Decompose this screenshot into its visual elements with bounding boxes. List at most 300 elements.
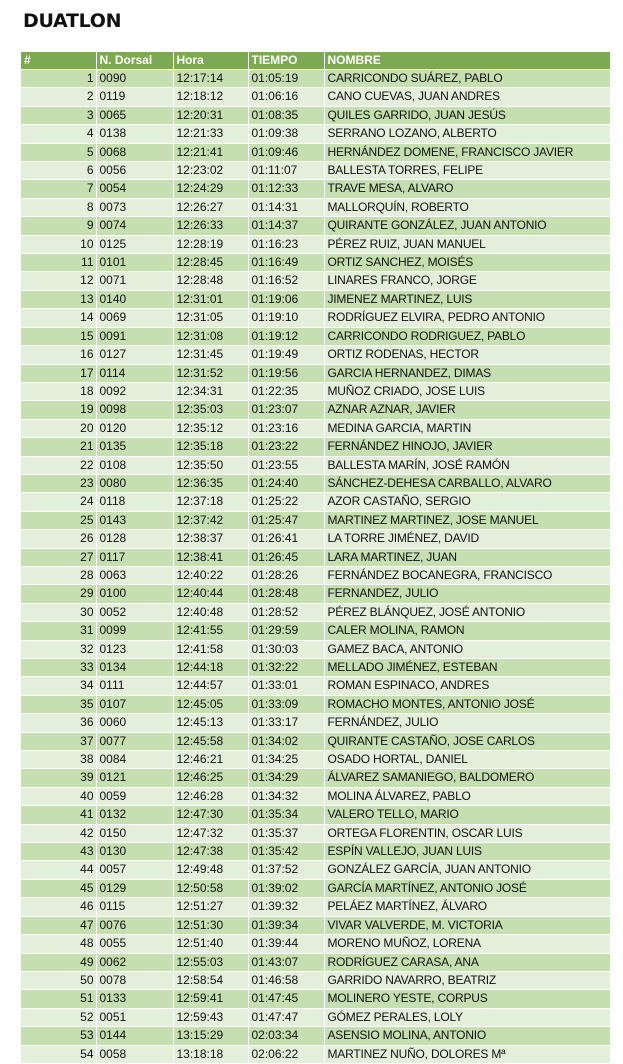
cell-hora: 12:21:33 [173, 125, 248, 143]
cell-hora: 13:18:18 [173, 1045, 248, 1063]
cell-nombre: MOLINA ÁLVAREZ, PABLO [324, 787, 610, 805]
cell-position: 14 [21, 309, 96, 327]
cell-position: 8 [21, 198, 96, 216]
cell-bib: 0130 [96, 843, 173, 861]
cell-nombre: RODRÍGUEZ ELVIRA, PEDRO ANTONIO [324, 309, 610, 327]
table-row [21, 143, 610, 161]
cell-position: 30 [21, 603, 96, 621]
table-row [21, 327, 610, 345]
cell-bib: 0125 [96, 235, 173, 253]
table-row [21, 88, 610, 106]
cell-tiempo: 01:26:41 [248, 530, 324, 548]
cell-hora: 12:37:42 [173, 511, 248, 529]
cell-position: 54 [21, 1045, 96, 1063]
cell-hora: 12:59:43 [173, 1008, 248, 1026]
cell-hora: 12:51:27 [173, 898, 248, 916]
cell-nombre: MOLINERO YESTE, CORPUS [324, 990, 610, 1008]
cell-position: 7 [21, 180, 96, 198]
cell-bib: 0144 [96, 1027, 173, 1045]
cell-tiempo: 01:33:01 [248, 677, 324, 695]
table-row [21, 879, 610, 897]
cell-tiempo: 01:19:06 [248, 290, 324, 308]
cell-nombre: VALERO TELLO, MARIO [324, 806, 610, 824]
cell-tiempo: 01:33:17 [248, 714, 324, 732]
cell-tiempo: 01:16:49 [248, 254, 324, 272]
cell-position: 5 [21, 143, 96, 161]
cell-hora: 12:40:22 [173, 566, 248, 584]
table-row [21, 898, 610, 916]
cell-nombre: GÓMEZ PERALES, LOLY [324, 1008, 610, 1026]
cell-hora: 12:55:03 [173, 953, 248, 971]
cell-nombre: LA TORRE JIMÉNEZ, DAVID [324, 530, 610, 548]
cell-tiempo: 01:19:56 [248, 364, 324, 382]
cell-bib: 0073 [96, 198, 173, 216]
cell-position: 6 [21, 162, 96, 180]
cell-position: 48 [21, 935, 96, 953]
cell-position: 23 [21, 474, 96, 492]
table-row [21, 217, 610, 235]
cell-hora: 12:17:14 [173, 70, 248, 88]
cell-tiempo: 01:43:07 [248, 953, 324, 971]
cell-hora: 12:40:44 [173, 585, 248, 603]
cell-position: 3 [21, 106, 96, 124]
table-row [21, 309, 610, 327]
cell-hora: 12:23:02 [173, 162, 248, 180]
cell-nombre: QUIRANTE GONZÁLEZ, JUAN ANTONIO [324, 217, 610, 235]
cell-position: 45 [21, 879, 96, 897]
table-row [21, 272, 610, 290]
cell-bib: 0054 [96, 180, 173, 198]
cell-nombre: PELÁEZ MARTÍNEZ, ÁLVARO [324, 898, 610, 916]
table-row [21, 714, 610, 732]
cell-tiempo: 01:35:37 [248, 824, 324, 842]
table-row [21, 198, 610, 216]
cell-bib: 0057 [96, 861, 173, 879]
cell-hora: 12:40:48 [173, 603, 248, 621]
cell-tiempo: 01:24:40 [248, 474, 324, 492]
cell-nombre: SERRANO LOZANO, ALBERTO [324, 125, 610, 143]
cell-hora: 12:45:13 [173, 714, 248, 732]
cell-bib: 0111 [96, 677, 173, 695]
cell-bib: 0118 [96, 493, 173, 511]
cell-nombre: MEDINA GARCIA, MARTIN [324, 419, 610, 437]
cell-position: 26 [21, 530, 96, 548]
cell-position: 15 [21, 327, 96, 345]
table-row [21, 824, 610, 842]
cell-tiempo: 01:28:52 [248, 603, 324, 621]
cell-position: 49 [21, 953, 96, 971]
cell-tiempo: 01:19:10 [248, 309, 324, 327]
cell-nombre: BALLESTA MARÍN, JOSÉ RAMÓN [324, 456, 610, 474]
cell-tiempo: 01:14:31 [248, 198, 324, 216]
table-row [21, 585, 610, 603]
table-row [21, 935, 610, 953]
cell-hora: 12:21:41 [173, 143, 248, 161]
cell-bib: 0068 [96, 143, 173, 161]
cell-bib: 0123 [96, 640, 173, 658]
cell-tiempo: 01:34:32 [248, 787, 324, 805]
cell-bib: 0117 [96, 548, 173, 566]
cell-position: 28 [21, 566, 96, 584]
table-row [21, 640, 610, 658]
cell-position: 2 [21, 88, 96, 106]
cell-tiempo: 02:03:34 [248, 1027, 324, 1045]
cell-nombre: MARTINEZ MARTINEZ, JOSE MANUEL [324, 511, 610, 529]
cell-position: 19 [21, 401, 96, 419]
table-row [21, 162, 610, 180]
cell-position: 20 [21, 419, 96, 437]
cell-bib: 0080 [96, 474, 173, 492]
cell-nombre: ROMAN ESPINACO, ANDRES [324, 677, 610, 695]
cell-bib: 0084 [96, 751, 173, 769]
cell-bib: 0107 [96, 695, 173, 713]
cell-nombre: LARA MARTINEZ, JUAN [324, 548, 610, 566]
cell-hora: 13:15:29 [173, 1027, 248, 1045]
cell-tiempo: 01:37:52 [248, 861, 324, 879]
cell-bib: 0120 [96, 419, 173, 437]
cell-position: 40 [21, 787, 96, 805]
cell-bib: 0090 [96, 70, 173, 88]
cell-hora: 12:47:38 [173, 843, 248, 861]
cell-hora: 12:31:05 [173, 309, 248, 327]
cell-nombre: ESPÍN VALLEJO, JUAN LUIS [324, 843, 610, 861]
cell-nombre: FERNANDEZ, JULIO [324, 585, 610, 603]
table-row [21, 530, 610, 548]
cell-position: 12 [21, 272, 96, 290]
cell-nombre: PÉREZ RUIZ, JUAN MANUEL [324, 235, 610, 253]
cell-nombre: MARTINEZ NUÑO, DOLORES Mª [324, 1045, 610, 1063]
cell-hora: 12:51:40 [173, 935, 248, 953]
cell-position: 16 [21, 346, 96, 364]
cell-bib: 0143 [96, 511, 173, 529]
cell-tiempo: 01:23:22 [248, 438, 324, 456]
table-row [21, 990, 610, 1008]
cell-hora: 12:59:41 [173, 990, 248, 1008]
cell-position: 42 [21, 824, 96, 842]
cell-hora: 12:50:58 [173, 879, 248, 897]
cell-tiempo: 01:25:47 [248, 511, 324, 529]
cell-hora: 12:26:27 [173, 198, 248, 216]
table-row [21, 787, 610, 805]
cell-position: 44 [21, 861, 96, 879]
cell-nombre: AZNAR AZNAR, JAVIER [324, 401, 610, 419]
cell-bib: 0099 [96, 622, 173, 640]
results-body [21, 70, 610, 1064]
cell-nombre: SÁNCHEZ-DEHESA CARBALLO, ALVARO [324, 474, 610, 492]
cell-position: 43 [21, 843, 96, 861]
cell-nombre: CARRICONDO SUÁREZ, PABLO [324, 70, 610, 88]
cell-tiempo: 01:05:19 [248, 70, 324, 88]
cell-nombre: GONZÁLEZ GARCÍA, JUAN ANTONIO [324, 861, 610, 879]
cell-position: 9 [21, 217, 96, 235]
cell-bib: 0108 [96, 456, 173, 474]
cell-position: 17 [21, 364, 96, 382]
cell-nombre: GARRIDO NAVARRO, BEATRIZ [324, 971, 610, 989]
cell-tiempo: 01:29:59 [248, 622, 324, 640]
cell-hora: 12:41:58 [173, 640, 248, 658]
cell-nombre: VIVAR VALVERDE, M. VICTORIA [324, 916, 610, 934]
cell-tiempo: 01:34:25 [248, 751, 324, 769]
cell-bib: 0128 [96, 530, 173, 548]
cell-bib: 0140 [96, 290, 173, 308]
cell-position: 1 [21, 70, 96, 88]
cell-tiempo: 01:19:49 [248, 346, 324, 364]
cell-position: 32 [21, 640, 96, 658]
cell-bib: 0060 [96, 714, 173, 732]
cell-position: 24 [21, 493, 96, 511]
cell-nombre: RODRÍGUEZ CARASA, ANA [324, 953, 610, 971]
cell-hora: 12:45:05 [173, 695, 248, 713]
cell-position: 46 [21, 898, 96, 916]
cell-nombre: GARCÍA MARTÍNEZ, ANTONIO JOSÉ [324, 879, 610, 897]
cell-position: 50 [21, 971, 96, 989]
table-row [21, 401, 610, 419]
cell-nombre: HERNÁNDEZ DOMENE, FRANCISCO JAVIER [324, 143, 610, 161]
cell-position: 39 [21, 769, 96, 787]
cell-nombre: ORTEGA FLORENTIN, OSCAR LUIS [324, 824, 610, 842]
cell-tiempo: 01:34:29 [248, 769, 324, 787]
cell-bib: 0063 [96, 566, 173, 584]
table-row [21, 622, 610, 640]
column-header-nombre: NOMBRE [324, 52, 610, 70]
cell-bib: 0134 [96, 659, 173, 677]
cell-nombre: FERNÁNDEZ, JULIO [324, 714, 610, 732]
table-row [21, 346, 610, 364]
cell-hora: 12:58:54 [173, 971, 248, 989]
table-row [21, 493, 610, 511]
cell-bib: 0092 [96, 382, 173, 400]
cell-position: 52 [21, 1008, 96, 1026]
cell-position: 25 [21, 511, 96, 529]
cell-nombre: ORTIZ SANCHEZ, MOISÉS [324, 254, 610, 272]
cell-position: 41 [21, 806, 96, 824]
cell-hora: 12:47:32 [173, 824, 248, 842]
cell-position: 33 [21, 659, 96, 677]
cell-hora: 12:35:50 [173, 456, 248, 474]
cell-hora: 12:28:19 [173, 235, 248, 253]
cell-bib: 0062 [96, 953, 173, 971]
cell-nombre: PÉREZ BLÁNQUEZ, JOSÉ ANTONIO [324, 603, 610, 621]
column-header-tiempo: TIEMPO [248, 52, 324, 70]
cell-nombre: ÁLVAREZ SAMANIEGO, BALDOMERO [324, 769, 610, 787]
cell-hora: 12:31:52 [173, 364, 248, 382]
cell-tiempo: 02:06:22 [248, 1045, 324, 1063]
table-row [21, 474, 610, 492]
table-row [21, 456, 610, 474]
cell-tiempo: 01:39:44 [248, 935, 324, 953]
table-row [21, 235, 610, 253]
cell-hora: 12:36:35 [173, 474, 248, 492]
cell-nombre: CARRICONDO RODRIGUEZ, PABLO [324, 327, 610, 345]
cell-bib: 0150 [96, 824, 173, 842]
table-row [21, 732, 610, 750]
table-row [21, 548, 610, 566]
table-row [21, 382, 610, 400]
cell-nombre: ASENSIO MOLINA, ANTONIO [324, 1027, 610, 1045]
cell-tiempo: 01:39:02 [248, 879, 324, 897]
column-header-hora: Hora [173, 52, 248, 70]
cell-tiempo: 01:35:42 [248, 843, 324, 861]
cell-tiempo: 01:09:46 [248, 143, 324, 161]
cell-tiempo: 01:22:35 [248, 382, 324, 400]
cell-position: 11 [21, 254, 96, 272]
cell-hora: 12:46:25 [173, 769, 248, 787]
cell-position: 34 [21, 677, 96, 695]
cell-tiempo: 01:06:16 [248, 88, 324, 106]
cell-nombre: JIMENEZ MARTINEZ, LUIS [324, 290, 610, 308]
cell-position: 53 [21, 1027, 96, 1045]
cell-hora: 12:37:18 [173, 493, 248, 511]
cell-hora: 12:38:41 [173, 548, 248, 566]
cell-position: 18 [21, 382, 96, 400]
cell-hora: 12:51:30 [173, 916, 248, 934]
cell-tiempo: 01:19:12 [248, 327, 324, 345]
cell-tiempo: 01:28:26 [248, 566, 324, 584]
cell-bib: 0059 [96, 787, 173, 805]
cell-hora: 12:26:33 [173, 217, 248, 235]
cell-hora: 12:31:45 [173, 346, 248, 364]
table-row [21, 603, 610, 621]
cell-tiempo: 01:14:37 [248, 217, 324, 235]
cell-tiempo: 01:09:38 [248, 125, 324, 143]
cell-tiempo: 01:39:34 [248, 916, 324, 934]
cell-hora: 12:28:45 [173, 254, 248, 272]
cell-hora: 12:45:58 [173, 732, 248, 750]
cell-bib: 0076 [96, 916, 173, 934]
cell-position: 37 [21, 732, 96, 750]
cell-nombre: GARCIA HERNANDEZ, DIMAS [324, 364, 610, 382]
cell-nombre: CALER MOLINA, RAMON [324, 622, 610, 640]
table-row [21, 953, 610, 971]
cell-nombre: FERNÁNDEZ BOCANEGRA, FRANCISCO [324, 566, 610, 584]
table-row [21, 419, 610, 437]
cell-bib: 0119 [96, 88, 173, 106]
table-row [21, 125, 610, 143]
cell-hora: 12:35:12 [173, 419, 248, 437]
cell-bib: 0115 [96, 898, 173, 916]
cell-tiempo: 01:46:58 [248, 971, 324, 989]
cell-position: 31 [21, 622, 96, 640]
table-row [21, 695, 610, 713]
cell-nombre: AZOR CASTAÑO, SERGIO [324, 493, 610, 511]
table-row [21, 180, 610, 198]
cell-position: 27 [21, 548, 96, 566]
column-header-bib: N. Dorsal [96, 52, 173, 70]
cell-hora: 12:35:03 [173, 401, 248, 419]
cell-hora: 12:31:01 [173, 290, 248, 308]
cell-tiempo: 01:28:48 [248, 585, 324, 603]
cell-tiempo: 01:08:35 [248, 106, 324, 124]
cell-bib: 0133 [96, 990, 173, 1008]
cell-bib: 0114 [96, 364, 173, 382]
table-row [21, 254, 610, 272]
cell-hora: 12:46:28 [173, 787, 248, 805]
cell-nombre: QUIRANTE CASTAÑO, JOSE CARLOS [324, 732, 610, 750]
cell-bib: 0098 [96, 401, 173, 419]
results-table [21, 52, 611, 1064]
cell-hora: 12:47:30 [173, 806, 248, 824]
table-row [21, 971, 610, 989]
cell-bib: 0056 [96, 162, 173, 180]
cell-hora: 12:20:31 [173, 106, 248, 124]
table-row [21, 1045, 610, 1063]
header-row [21, 52, 610, 70]
cell-hora: 12:28:48 [173, 272, 248, 290]
table-row [21, 916, 610, 934]
cell-position: 36 [21, 714, 96, 732]
cell-bib: 0121 [96, 769, 173, 787]
cell-hora: 12:44:18 [173, 659, 248, 677]
cell-bib: 0077 [96, 732, 173, 750]
cell-tiempo: 01:47:47 [248, 1008, 324, 1026]
cell-bib: 0078 [96, 971, 173, 989]
cell-nombre: TRAVE MESA, ALVARO [324, 180, 610, 198]
cell-bib: 0052 [96, 603, 173, 621]
cell-hora: 12:49:48 [173, 861, 248, 879]
cell-bib: 0132 [96, 806, 173, 824]
table-row [21, 438, 610, 456]
cell-hora: 12:38:37 [173, 530, 248, 548]
cell-bib: 0127 [96, 346, 173, 364]
cell-tiempo: 01:39:32 [248, 898, 324, 916]
cell-position: 35 [21, 695, 96, 713]
cell-bib: 0069 [96, 309, 173, 327]
table-row [21, 806, 610, 824]
table-row [21, 843, 610, 861]
table-row [21, 566, 610, 584]
cell-tiempo: 01:47:45 [248, 990, 324, 1008]
cell-bib: 0055 [96, 935, 173, 953]
cell-tiempo: 01:32:22 [248, 659, 324, 677]
cell-nombre: MALLORQUÍN, ROBERTO [324, 198, 610, 216]
cell-hora: 12:35:18 [173, 438, 248, 456]
cell-position: 13 [21, 290, 96, 308]
table-row [21, 70, 610, 88]
cell-bib: 0135 [96, 438, 173, 456]
cell-nombre: MUÑOZ CRIADO, JOSE LUIS [324, 382, 610, 400]
cell-hora: 12:31:08 [173, 327, 248, 345]
table-row [21, 659, 610, 677]
cell-bib: 0138 [96, 125, 173, 143]
cell-bib: 0129 [96, 879, 173, 897]
cell-tiempo: 01:23:07 [248, 401, 324, 419]
table-row [21, 511, 610, 529]
cell-hora: 12:24:29 [173, 180, 248, 198]
cell-nombre: BALLESTA TORRES, FELIPE [324, 162, 610, 180]
cell-nombre: OSADO HORTAL, DANIEL [324, 751, 610, 769]
cell-nombre: ORTIZ RODENAS, HECTOR [324, 346, 610, 364]
cell-tiempo: 01:25:22 [248, 493, 324, 511]
cell-hora: 12:44:57 [173, 677, 248, 695]
table-row [21, 364, 610, 382]
cell-nombre: GAMEZ BACA, ANTONIO [324, 640, 610, 658]
cell-tiempo: 01:30:03 [248, 640, 324, 658]
cell-bib: 0051 [96, 1008, 173, 1026]
cell-tiempo: 01:11:07 [248, 162, 324, 180]
cell-position: 47 [21, 916, 96, 934]
cell-tiempo: 01:23:16 [248, 419, 324, 437]
cell-position: 21 [21, 438, 96, 456]
cell-bib: 0071 [96, 272, 173, 290]
cell-bib: 0101 [96, 254, 173, 272]
cell-nombre: LINARES FRANCO, JORGE [324, 272, 610, 290]
cell-position: 29 [21, 585, 96, 603]
table-row [21, 861, 610, 879]
table-row [21, 769, 610, 787]
table-row [21, 751, 610, 769]
cell-bib: 0074 [96, 217, 173, 235]
column-header-position: # [21, 52, 96, 70]
